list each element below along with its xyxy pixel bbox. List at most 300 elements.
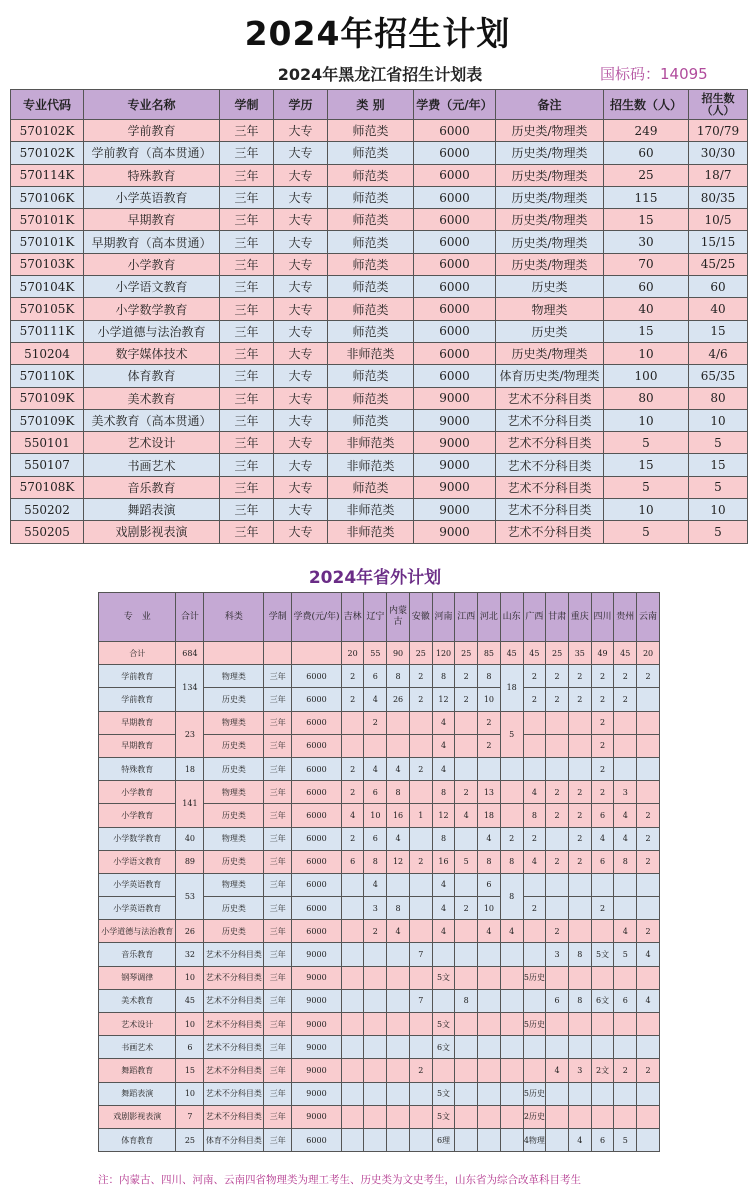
table-cell: 10/5 bbox=[689, 209, 748, 231]
table-cell bbox=[364, 943, 387, 966]
column-header: 重庆 bbox=[568, 593, 591, 642]
table-cell: 115 bbox=[604, 186, 689, 208]
table-cell: 2 bbox=[523, 665, 546, 688]
table-cell: 舞蹈表演 bbox=[99, 1082, 176, 1105]
merged-total-cell: 141 bbox=[176, 781, 204, 827]
table-cell: 早期教育 bbox=[84, 209, 220, 231]
table-cell: 6000 bbox=[414, 186, 496, 208]
table-cell: 25 bbox=[176, 1128, 204, 1151]
table-cell: 8 bbox=[387, 897, 410, 920]
table-cell: 3 bbox=[364, 897, 387, 920]
table-cell bbox=[614, 873, 637, 896]
table-cell: 25 bbox=[546, 642, 569, 665]
table-cell: 8 bbox=[432, 827, 455, 850]
table-cell: 师范类 bbox=[328, 320, 414, 342]
table-cell: 师范类 bbox=[328, 164, 414, 186]
table-cell: 4 bbox=[432, 711, 455, 734]
table-cell bbox=[614, 1036, 637, 1059]
table-cell: 9000 bbox=[414, 387, 496, 409]
table-cell: 8 bbox=[478, 665, 501, 688]
table-cell: 4 bbox=[455, 804, 478, 827]
table-cell bbox=[614, 897, 637, 920]
table-cell: 三年 bbox=[264, 827, 292, 850]
table-cell bbox=[432, 1059, 455, 1082]
table-cell: 8 bbox=[432, 665, 455, 688]
table-cell bbox=[637, 1082, 660, 1105]
table-cell: 大专 bbox=[274, 231, 328, 253]
table-cell: 6理 bbox=[432, 1128, 455, 1151]
table-cell: 8 bbox=[568, 943, 591, 966]
table-cell bbox=[568, 711, 591, 734]
table-cell: 25 bbox=[409, 642, 432, 665]
table-cell: 三年 bbox=[220, 342, 274, 364]
table-cell: 4 bbox=[614, 804, 637, 827]
table-cell: 4 bbox=[432, 897, 455, 920]
table-cell bbox=[455, 757, 478, 780]
table-cell bbox=[523, 734, 546, 757]
table-cell: 三年 bbox=[264, 1013, 292, 1036]
table-cell: 2 bbox=[409, 757, 432, 780]
table-cell: 2 bbox=[637, 804, 660, 827]
table-cell bbox=[591, 1036, 614, 1059]
table-cell: 4 bbox=[568, 1128, 591, 1151]
table-cell: 大专 bbox=[274, 499, 328, 521]
table-cell: 6000 bbox=[414, 209, 496, 231]
table-cell: 大专 bbox=[274, 454, 328, 476]
table-row bbox=[11, 142, 748, 164]
table-cell: 小学英语教育 bbox=[84, 186, 220, 208]
table-cell bbox=[455, 1082, 478, 1105]
table-cell bbox=[387, 734, 410, 757]
table-cell: 550202 bbox=[11, 499, 84, 521]
table-cell bbox=[409, 827, 432, 850]
table-cell: 物理类 bbox=[496, 298, 604, 320]
column-header: 安徽 bbox=[409, 593, 432, 642]
table-cell bbox=[523, 757, 546, 780]
column-header: 学制 bbox=[220, 90, 274, 120]
table-cell: 物理类 bbox=[204, 827, 264, 850]
table-cell: 三年 bbox=[220, 298, 274, 320]
table-cell: 2 bbox=[523, 897, 546, 920]
table-cell: 10 bbox=[689, 499, 748, 521]
table-cell: 艺术不分科目类 bbox=[496, 521, 604, 543]
table-cell: 7 bbox=[409, 989, 432, 1012]
table-cell: 570105K bbox=[11, 298, 84, 320]
table-cell: 历史类/物理类 bbox=[496, 342, 604, 364]
table-cell bbox=[591, 1013, 614, 1036]
table-cell bbox=[478, 943, 501, 966]
table-cell: 2 bbox=[478, 711, 501, 734]
table-cell: 570101K bbox=[11, 209, 84, 231]
table-cell: 8 bbox=[500, 850, 523, 873]
table-cell: 3 bbox=[546, 943, 569, 966]
table-cell: 6文 bbox=[432, 1036, 455, 1059]
table-cell: 学前教育 bbox=[84, 120, 220, 142]
table-cell: 小学英语教育 bbox=[99, 873, 176, 896]
table-cell bbox=[637, 688, 660, 711]
table-cell bbox=[546, 1105, 569, 1128]
table-cell: 大专 bbox=[274, 342, 328, 364]
table-cell: 历史类/物理类 bbox=[496, 209, 604, 231]
table-row bbox=[99, 1013, 660, 1036]
table-cell: 570103K bbox=[11, 253, 84, 275]
table-cell: 684 bbox=[176, 642, 204, 665]
table-cell: 大专 bbox=[274, 164, 328, 186]
table-cell bbox=[387, 1036, 410, 1059]
table-cell: 2 bbox=[591, 688, 614, 711]
table-cell: 师范类 bbox=[328, 253, 414, 275]
table-cell: 570110K bbox=[11, 365, 84, 387]
table-cell bbox=[523, 943, 546, 966]
table-cell bbox=[637, 897, 660, 920]
table-cell bbox=[387, 966, 410, 989]
table-cell: 6000 bbox=[292, 920, 342, 943]
table-cell: 师范类 bbox=[328, 120, 414, 142]
table-cell: 大专 bbox=[274, 120, 328, 142]
table-cell bbox=[455, 920, 478, 943]
table-cell bbox=[637, 711, 660, 734]
table-cell: 2 bbox=[409, 850, 432, 873]
table-cell: 2 bbox=[409, 665, 432, 688]
table-cell: 舞蹈教育 bbox=[99, 1059, 176, 1082]
table-cell: 大专 bbox=[274, 186, 328, 208]
table-cell: 4 bbox=[500, 920, 523, 943]
table-cell: 艺术不分科目类 bbox=[204, 1105, 264, 1128]
table-cell: 艺术设计 bbox=[84, 432, 220, 454]
table-cell: 6 bbox=[364, 665, 387, 688]
table-cell: 2 bbox=[546, 665, 569, 688]
table-cell bbox=[546, 897, 569, 920]
table-cell: 4 bbox=[523, 850, 546, 873]
table-cell: 合计 bbox=[99, 642, 176, 665]
table-cell bbox=[546, 711, 569, 734]
table-row bbox=[11, 253, 748, 275]
table-cell: 早期教育 bbox=[99, 711, 176, 734]
column-header: 合计 bbox=[176, 593, 204, 642]
table-cell: 570109K bbox=[11, 387, 84, 409]
table-cell: 9000 bbox=[414, 454, 496, 476]
table-cell bbox=[387, 873, 410, 896]
table-cell: 9000 bbox=[414, 499, 496, 521]
table-cell: 2 bbox=[568, 781, 591, 804]
table-cell bbox=[546, 1013, 569, 1036]
table-cell: 2 bbox=[614, 665, 637, 688]
table-cell bbox=[364, 1059, 387, 1082]
table-cell: 5 bbox=[614, 1128, 637, 1151]
table-cell: 三年 bbox=[220, 365, 274, 387]
table-cell: 6 bbox=[614, 989, 637, 1012]
table-cell: 4 bbox=[478, 920, 501, 943]
table-cell: 6000 bbox=[292, 711, 342, 734]
table-cell: 8 bbox=[478, 850, 501, 873]
table-cell bbox=[500, 757, 523, 780]
table-row bbox=[11, 454, 748, 476]
table-cell: 9000 bbox=[292, 1059, 342, 1082]
table-cell bbox=[637, 873, 660, 896]
table-cell: 2 bbox=[568, 688, 591, 711]
table-cell bbox=[409, 1036, 432, 1059]
table-cell: 15 bbox=[604, 209, 689, 231]
table-cell: 大专 bbox=[274, 476, 328, 498]
table-cell: 三年 bbox=[220, 499, 274, 521]
column-header: 四川 bbox=[591, 593, 614, 642]
table-cell: 15 bbox=[689, 454, 748, 476]
table-cell: 三年 bbox=[220, 476, 274, 498]
table-cell: 6000 bbox=[292, 734, 342, 757]
table-cell: 师范类 bbox=[328, 298, 414, 320]
table-cell: 7 bbox=[409, 943, 432, 966]
table-cell: 艺术设计 bbox=[99, 1013, 176, 1036]
table-cell: 5文 bbox=[432, 1013, 455, 1036]
table-cell: 书画艺术 bbox=[84, 454, 220, 476]
table-cell: 艺术不分科目类 bbox=[204, 1036, 264, 1059]
table-cell: 6文 bbox=[591, 989, 614, 1012]
table-cell: 三年 bbox=[220, 521, 274, 543]
column-header: 专业名称 bbox=[84, 90, 220, 120]
table-cell bbox=[478, 1059, 501, 1082]
table-row bbox=[11, 164, 748, 186]
table-cell: 艺术不分科目类 bbox=[204, 1013, 264, 1036]
table-cell: 5 bbox=[604, 476, 689, 498]
table-row bbox=[99, 1128, 660, 1151]
table-cell: 6000 bbox=[292, 873, 342, 896]
table-cell: 2 bbox=[568, 827, 591, 850]
table-cell bbox=[341, 920, 364, 943]
table-cell bbox=[455, 1105, 478, 1128]
table-row bbox=[11, 120, 748, 142]
table-cell bbox=[341, 1059, 364, 1082]
table-cell: 三年 bbox=[264, 943, 292, 966]
table-cell: 师范类 bbox=[328, 142, 414, 164]
table-cell: 历史类 bbox=[204, 804, 264, 827]
table-cell bbox=[500, 1082, 523, 1105]
table-cell: 8 bbox=[364, 850, 387, 873]
table-cell: 4 bbox=[432, 734, 455, 757]
table-cell: 5 bbox=[455, 850, 478, 873]
table-cell bbox=[637, 1036, 660, 1059]
table-cell: 15 bbox=[604, 320, 689, 342]
column-header: 吉林 bbox=[341, 593, 364, 642]
table-cell: 60 bbox=[604, 142, 689, 164]
table-cell: 6000 bbox=[414, 342, 496, 364]
table-cell: 2 bbox=[341, 781, 364, 804]
table-cell: 9000 bbox=[414, 476, 496, 498]
table-cell: 8 bbox=[455, 989, 478, 1012]
table-cell: 2 bbox=[568, 850, 591, 873]
table-cell bbox=[455, 1059, 478, 1082]
table-cell: 体育不分科目类 bbox=[204, 1128, 264, 1151]
table-cell bbox=[409, 897, 432, 920]
table-cell bbox=[591, 873, 614, 896]
table-cell: 物理类 bbox=[204, 665, 264, 688]
column-header: 专 业 bbox=[99, 593, 176, 642]
table-row bbox=[99, 873, 660, 896]
table-cell: 2 bbox=[364, 711, 387, 734]
table-header-row bbox=[99, 593, 660, 642]
table-cell: 艺术不分科目类 bbox=[204, 989, 264, 1012]
table-cell bbox=[523, 989, 546, 1012]
table-cell: 艺术不分科目类 bbox=[204, 1059, 264, 1082]
column-header: 云南 bbox=[637, 593, 660, 642]
table-cell bbox=[500, 966, 523, 989]
page-title: 2024年招生计划 bbox=[244, 14, 511, 53]
column-header: 招生数（人） bbox=[604, 90, 689, 120]
table-cell bbox=[546, 1128, 569, 1151]
table-cell bbox=[568, 1105, 591, 1128]
table-cell: 历史类/物理类 bbox=[496, 231, 604, 253]
table-cell: 三年 bbox=[220, 432, 274, 454]
table-cell: 2 bbox=[341, 757, 364, 780]
table-cell: 大专 bbox=[274, 521, 328, 543]
table-cell bbox=[387, 989, 410, 1012]
table-cell bbox=[637, 1105, 660, 1128]
table-row bbox=[11, 320, 748, 342]
table-cell: 体育历史类/物理类 bbox=[496, 365, 604, 387]
table-cell: 6 bbox=[176, 1036, 204, 1059]
table-cell: 历史类 bbox=[204, 920, 264, 943]
table-row bbox=[11, 231, 748, 253]
table-cell bbox=[455, 1036, 478, 1059]
table-cell: 三年 bbox=[220, 387, 274, 409]
table-cell bbox=[591, 1105, 614, 1128]
table-cell: 8 bbox=[614, 850, 637, 873]
table-cell: 体育教育 bbox=[84, 365, 220, 387]
table-cell bbox=[341, 1082, 364, 1105]
table-row bbox=[99, 781, 660, 804]
table-cell: 12 bbox=[432, 804, 455, 827]
table-cell: 师范类 bbox=[328, 409, 414, 431]
table-cell: 历史类/物理类 bbox=[496, 120, 604, 142]
out-of-province-title: 2024年省外计划 bbox=[308, 568, 442, 588]
table-cell bbox=[387, 1082, 410, 1105]
table-row bbox=[99, 1036, 660, 1059]
table-cell: 大专 bbox=[274, 409, 328, 431]
heilongjiang-plan-table bbox=[10, 89, 748, 544]
column-header: 甘肃 bbox=[546, 593, 569, 642]
table-cell bbox=[614, 757, 637, 780]
table-cell: 小学数学教育 bbox=[84, 298, 220, 320]
table-cell: 师范类 bbox=[328, 186, 414, 208]
table-cell: 历史类 bbox=[204, 688, 264, 711]
table-cell: 10 bbox=[604, 499, 689, 521]
table-cell: 小学语文教育 bbox=[84, 276, 220, 298]
table-cell: 26 bbox=[387, 688, 410, 711]
table-cell: 40 bbox=[176, 827, 204, 850]
table-cell: 艺术不分科目类 bbox=[496, 432, 604, 454]
table-cell: 艺术不分科目类 bbox=[204, 1082, 264, 1105]
table-cell: 49 bbox=[591, 642, 614, 665]
table-cell: 6000 bbox=[292, 688, 342, 711]
table-cell: 艺术不分科目类 bbox=[496, 499, 604, 521]
out-of-province-plan-table bbox=[98, 592, 660, 1152]
column-header: 辽宁 bbox=[364, 593, 387, 642]
table-cell: 2 bbox=[455, 897, 478, 920]
table-cell: 80 bbox=[689, 387, 748, 409]
table-cell: 5 bbox=[689, 521, 748, 543]
table-cell bbox=[568, 1036, 591, 1059]
table-cell: 45/25 bbox=[689, 253, 748, 275]
table-cell: 大专 bbox=[274, 432, 328, 454]
table-row bbox=[11, 298, 748, 320]
table-cell: 10 bbox=[604, 342, 689, 364]
column-header: 贵州 bbox=[614, 593, 637, 642]
table-cell bbox=[546, 873, 569, 896]
table-row bbox=[99, 943, 660, 966]
table-cell bbox=[409, 711, 432, 734]
table-cell bbox=[341, 943, 364, 966]
table-cell: 2文 bbox=[591, 1059, 614, 1082]
table-cell: 三年 bbox=[264, 665, 292, 688]
table-cell bbox=[568, 966, 591, 989]
table-cell: 小学教育 bbox=[99, 804, 176, 827]
table-cell: 8 bbox=[387, 781, 410, 804]
table-cell: 5历史 bbox=[523, 966, 546, 989]
table-cell: 三年 bbox=[220, 320, 274, 342]
table-cell: 5历史 bbox=[523, 1082, 546, 1105]
table-cell bbox=[568, 920, 591, 943]
table-cell: 4 bbox=[432, 920, 455, 943]
table-cell: 历史类/物理类 bbox=[496, 253, 604, 275]
table-cell: 2 bbox=[409, 1059, 432, 1082]
table-cell: 钢琴调律 bbox=[99, 966, 176, 989]
table-cell bbox=[432, 989, 455, 1012]
table-cell: 9000 bbox=[292, 1013, 342, 1036]
table-cell: 2 bbox=[591, 711, 614, 734]
table-cell: 18/7 bbox=[689, 164, 748, 186]
column-header: 广西 bbox=[523, 593, 546, 642]
table-cell bbox=[341, 873, 364, 896]
table-cell: 2 bbox=[637, 827, 660, 850]
table-cell: 6000 bbox=[292, 850, 342, 873]
table-cell: 2 bbox=[455, 665, 478, 688]
table-row bbox=[11, 499, 748, 521]
table-cell: 18 bbox=[478, 804, 501, 827]
table-cell bbox=[500, 1013, 523, 1036]
table-cell: 2 bbox=[637, 920, 660, 943]
table-cell bbox=[478, 1082, 501, 1105]
table-cell: 小学道德与法治教育 bbox=[84, 320, 220, 342]
table-cell: 6 bbox=[341, 850, 364, 873]
table-cell bbox=[568, 897, 591, 920]
table-cell: 70 bbox=[604, 253, 689, 275]
table-row bbox=[99, 665, 660, 688]
table-cell: 10 bbox=[176, 966, 204, 989]
table-cell bbox=[546, 734, 569, 757]
table-cell bbox=[478, 989, 501, 1012]
table-cell bbox=[478, 1105, 501, 1128]
table-cell: 三年 bbox=[220, 164, 274, 186]
table-cell bbox=[409, 734, 432, 757]
table-cell bbox=[387, 711, 410, 734]
table-cell: 6 bbox=[591, 804, 614, 827]
table-cell: 小学语文教育 bbox=[99, 850, 176, 873]
table-cell bbox=[568, 1082, 591, 1105]
table-cell bbox=[387, 943, 410, 966]
table-cell: 三年 bbox=[264, 757, 292, 780]
table-row bbox=[99, 966, 660, 989]
table-cell: 4 bbox=[637, 989, 660, 1012]
table-cell bbox=[264, 642, 292, 665]
table-cell: 45 bbox=[523, 642, 546, 665]
table-cell: 三年 bbox=[264, 1059, 292, 1082]
table-cell bbox=[523, 1059, 546, 1082]
table-cell bbox=[500, 781, 523, 804]
table-cell: 5文 bbox=[432, 1105, 455, 1128]
merged-total-cell: 23 bbox=[176, 711, 204, 757]
table-cell: 历史类 bbox=[496, 320, 604, 342]
table-cell: 4/6 bbox=[689, 342, 748, 364]
table-cell: 2 bbox=[637, 665, 660, 688]
